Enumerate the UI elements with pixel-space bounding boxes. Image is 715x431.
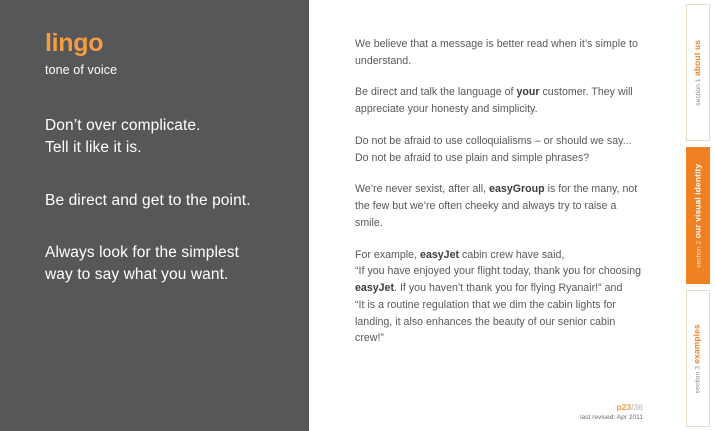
body-paragraph-4-text: is for the many, not the few but we’re often cheeky and always try to raise a smile.	[355, 183, 638, 229]
tab-section-2-label	[693, 163, 703, 267]
page-title: lingo	[45, 29, 104, 57]
body-paragraph-5-text: For example,	[355, 248, 421, 261]
tab-section-3-examples[interactable]	[686, 290, 710, 427]
section-tab-rail	[686, 0, 710, 431]
statement-line-3: Be direct and get to the point.	[45, 191, 251, 209]
body-paragraph-5	[355, 247, 643, 347]
body-paragraph-1-text: We believe that a message is better read when it’s simple to understand.	[355, 38, 638, 67]
page-number-total: /36	[631, 402, 643, 412]
body-paragraph-2-text: customer. They will appreciate your honesty and simplicity.	[355, 86, 633, 116]
page-number	[355, 402, 643, 413]
statement-line-5: way to say what you want.	[45, 265, 229, 283]
body-paragraph-5-text: “If you have enjoyed your flight today, thank you for choosing	[355, 265, 642, 278]
last-revised-label: last revised: Apr 2011	[580, 413, 643, 421]
body-paragraph-3-text: Do not be afraid to use colloquialisms – or should we say... Do not be afraid to use plain and simple phrases?	[355, 134, 632, 164]
body-paragraph-1	[355, 36, 643, 69]
left-dark-panel	[0, 0, 309, 431]
body-paragraph-2	[355, 84, 643, 117]
tab-section-3-name: examples	[692, 323, 703, 364]
body-paragraph-5-emphasis: easyJet	[420, 248, 460, 261]
body-paragraph-5-text: . If you haven’t thank you for flying Ryanair!” and	[394, 282, 623, 295]
tab-section-2-number: section 2	[695, 240, 703, 268]
tab-section-1-name: about us	[692, 39, 703, 76]
tab-section-2-our-visual-identity[interactable]	[686, 147, 710, 284]
tab-section-3-label	[693, 324, 703, 393]
body-paragraph-4	[355, 181, 643, 231]
body-paragraph-2-emphasis: your	[516, 86, 540, 99]
body-paragraph-5-text: “It is a routine regulation that we dim the cabin lights for landing, it also enhances the beauty of our senior cabin crew!”	[355, 298, 616, 345]
page-number-current: p23	[616, 402, 632, 412]
body-paragraph-2-text: Be direct and talk the language of	[355, 86, 517, 99]
tab-section-3-number: section 3	[695, 365, 703, 394]
statement-line-4: Always look for the simplest	[45, 243, 240, 261]
body-paragraph-5-text: cabin crew have said,	[459, 248, 565, 261]
body-text-column	[355, 36, 643, 347]
statement-line-2: Tell it like it is.	[45, 139, 142, 157]
statement-list	[45, 115, 291, 286]
body-paragraph-3	[355, 133, 643, 166]
tab-section-2-name: our visual identity	[692, 163, 703, 238]
tab-section-1-about-us[interactable]	[686, 4, 710, 141]
page-subtitle: tone of voice	[45, 63, 118, 78]
tab-section-1-label	[693, 40, 703, 106]
tab-section-1-number: section 1	[695, 78, 703, 106]
body-paragraph-4-emphasis: easyGroup	[489, 183, 545, 196]
body-paragraph-5-emphasis: easyJet	[355, 282, 395, 295]
statement-line-1: Don’t over complicate.	[45, 117, 201, 135]
left-panel-content	[45, 30, 291, 286]
footer	[355, 402, 643, 422]
body-paragraph-4-text: We’re never sexist, after all,	[355, 183, 490, 196]
